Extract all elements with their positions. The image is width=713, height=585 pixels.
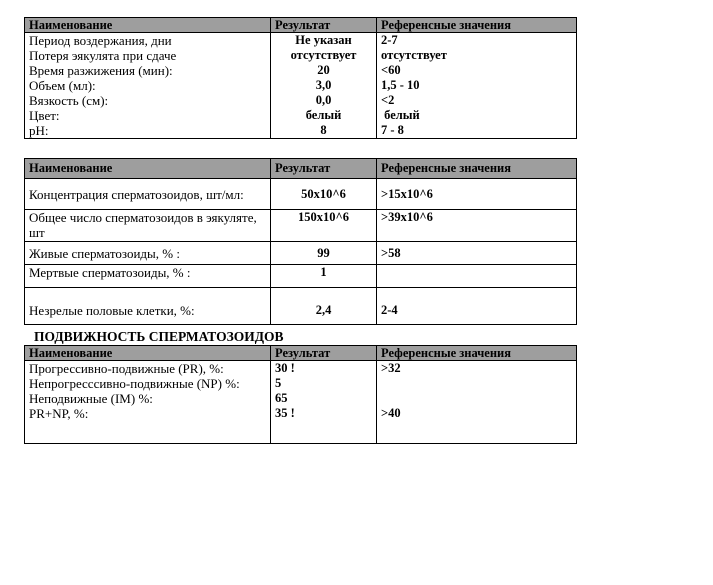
- row-result: 35 !: [271, 406, 377, 421]
- row-reference: [377, 391, 577, 406]
- table-row: [25, 265, 577, 288]
- column-header-reference: Референсные значения: [377, 159, 577, 179]
- row-name: Живые сперматозоиды, % :: [25, 242, 271, 265]
- table-row: [25, 78, 577, 93]
- row-name: Период воздержания, дни: [25, 33, 271, 49]
- table-row: [25, 361, 577, 377]
- table-row: [25, 33, 577, 49]
- motility-section-title: ПОДВИЖНОСТЬ СПЕРМАТОЗОИДОВ: [34, 329, 284, 344]
- row-reference: >15x10^6: [377, 179, 577, 210]
- table-empty-row: [25, 421, 577, 444]
- row-reference: [377, 265, 577, 288]
- row-result: белый: [271, 108, 377, 123]
- row-name: Вязкость (см):: [25, 93, 271, 108]
- row-reference: белый: [377, 108, 577, 123]
- row-name: Незрелые половые клетки, %:: [25, 288, 271, 325]
- table-row: [25, 123, 577, 139]
- table-row: [25, 210, 577, 242]
- row-reference: >39x10^6: [377, 210, 577, 242]
- column-header-name: Наименование: [25, 159, 271, 179]
- row-name: Общее число сперматозоидов в эякуляте, шт: [25, 210, 271, 242]
- motility-table: [24, 345, 577, 444]
- row-reference: отсутствует: [377, 48, 577, 63]
- row-name: Концентрация сперматозоидов, шт/мл:: [25, 179, 271, 210]
- column-header-result: Результат: [271, 346, 377, 361]
- row-reference: >32: [377, 361, 577, 377]
- row-name: PR+NP, %:: [25, 406, 271, 421]
- row-name: Прогрессивно-подвижные (PR), %:: [25, 361, 271, 377]
- table-row: [25, 179, 577, 210]
- row-result: 99: [271, 242, 377, 265]
- row-reference: 7 - 8: [377, 123, 577, 139]
- column-header-result: Результат: [271, 159, 377, 179]
- table-row: [25, 93, 577, 108]
- row-reference: 1,5 - 10: [377, 78, 577, 93]
- row-result: 3,0: [271, 78, 377, 93]
- table-row: [25, 406, 577, 421]
- row-name: Объем (мл):: [25, 78, 271, 93]
- row-result: 50x10^6: [271, 179, 377, 210]
- row-result: 65: [271, 391, 377, 406]
- row-result: 1: [271, 265, 377, 288]
- row-result: Не указан: [271, 33, 377, 49]
- table-row: [25, 48, 577, 63]
- row-reference: >58: [377, 242, 577, 265]
- general-parameters-table: [24, 17, 577, 139]
- row-reference: [377, 376, 577, 391]
- table-header-row: [25, 159, 577, 179]
- row-result: 30 !: [271, 361, 377, 377]
- table-header-row: [25, 346, 577, 361]
- row-name: Цвет:: [25, 108, 271, 123]
- row-name: Время разжижения (мин):: [25, 63, 271, 78]
- row-name: Мертвые сперматозоиды, % :: [25, 265, 271, 288]
- row-result: 8: [271, 123, 377, 139]
- table-row: [25, 242, 577, 265]
- column-header-name: Наименование: [25, 346, 271, 361]
- row-name: Непрогресссивно-подвижные (NP) %:: [25, 376, 271, 391]
- table-row: [25, 391, 577, 406]
- row-reference: <2: [377, 93, 577, 108]
- row-reference: >40: [377, 406, 577, 421]
- table-row: [25, 288, 577, 325]
- row-reference: <60: [377, 63, 577, 78]
- table-row: [25, 108, 577, 123]
- column-header-result: Результат: [271, 18, 377, 33]
- row-result: отсутствует: [271, 48, 377, 63]
- column-header-reference: Референсные значения: [377, 18, 577, 33]
- table-header-row: [25, 18, 577, 33]
- column-header-reference: Референсные значения: [377, 346, 577, 361]
- row-result: 2,4: [271, 288, 377, 325]
- row-result: 5: [271, 376, 377, 391]
- row-name: Неподвижные (IM) %:: [25, 391, 271, 406]
- column-header-name: Наименование: [25, 18, 271, 33]
- row-reference: 2-7: [377, 33, 577, 49]
- row-result: 150x10^6: [271, 210, 377, 242]
- row-name: Потеря эякулята при сдаче: [25, 48, 271, 63]
- row-name: pH:: [25, 123, 271, 139]
- row-result: 20: [271, 63, 377, 78]
- table-row: [25, 63, 577, 78]
- table-row: [25, 376, 577, 391]
- sperm-count-table: [24, 158, 577, 325]
- row-result: 0,0: [271, 93, 377, 108]
- row-reference: 2-4: [377, 288, 577, 325]
